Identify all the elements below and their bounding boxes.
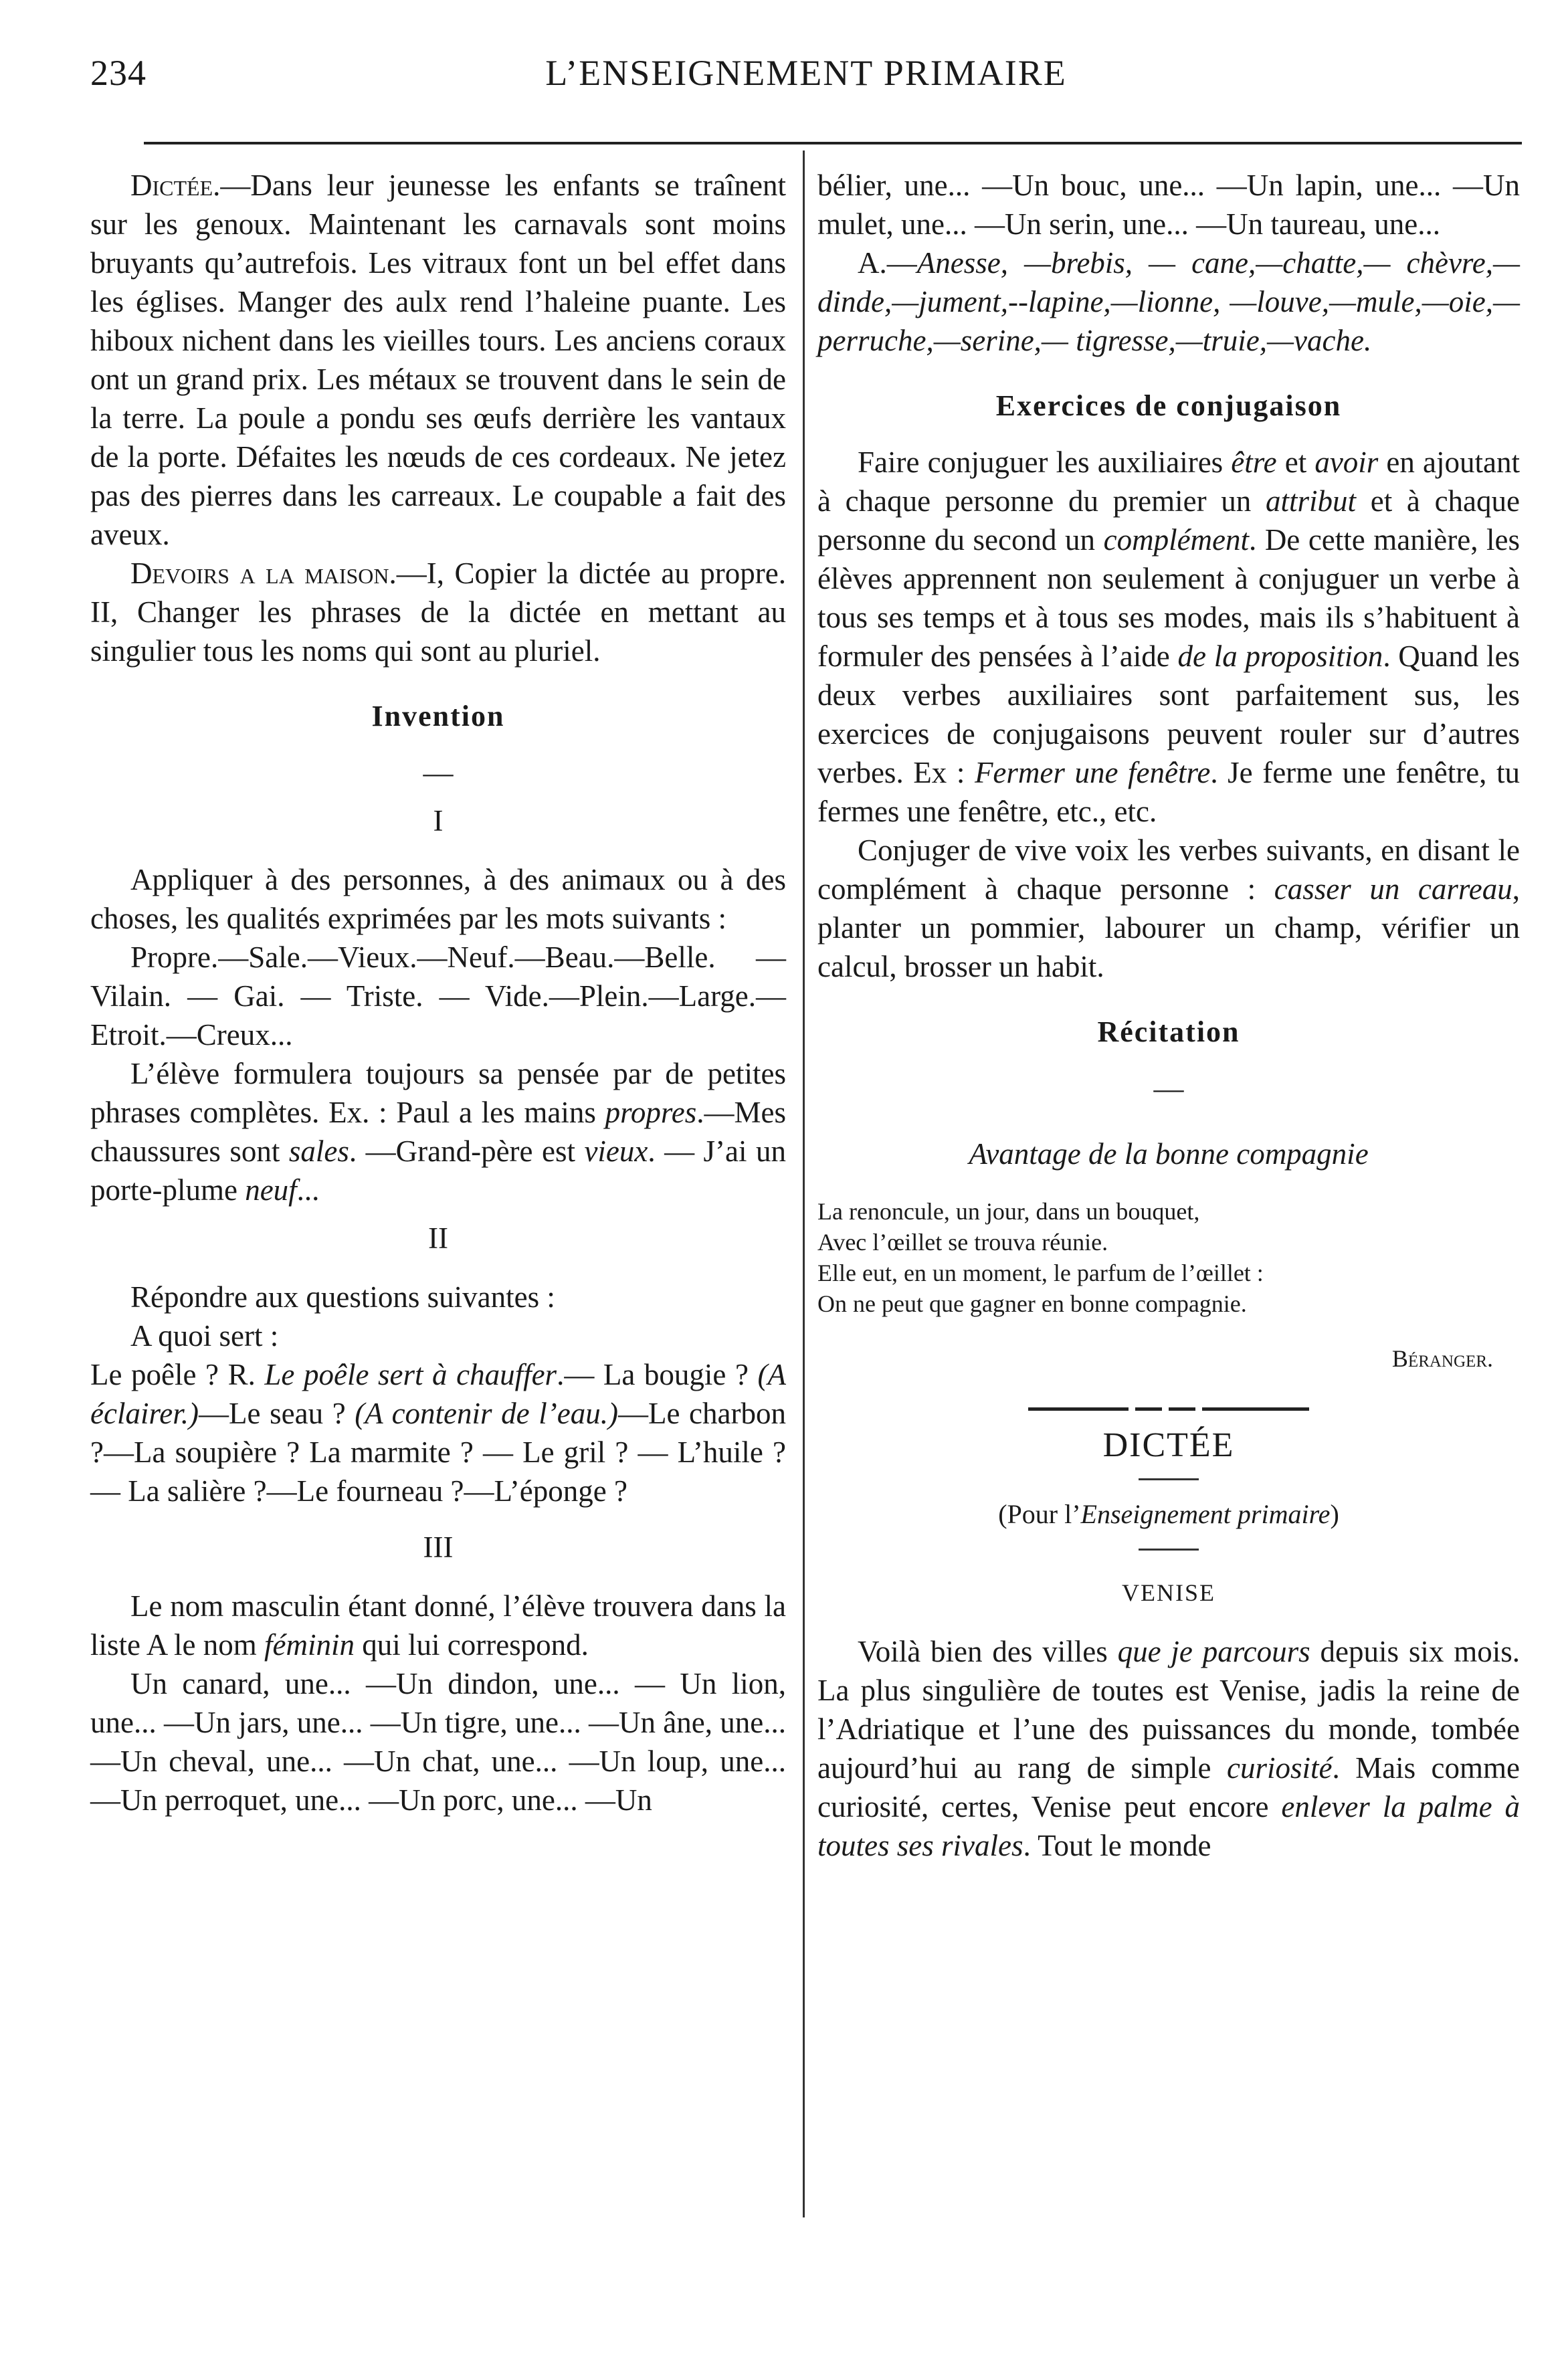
text-run: Le nom masculin étant donné, l’élève trouvera dans la liste A le nom	[90, 1589, 786, 1662]
italic-run: propres	[605, 1096, 697, 1129]
poem-line: Elle eut, en un moment, le parfum de l’œillet :	[817, 1260, 1264, 1286]
text-run: Conjuger de vive voix les verbes suivants, en disant le complément à chaque personne :	[817, 833, 1520, 906]
right-column	[817, 166, 1520, 1865]
ornament-divider	[1028, 1405, 1309, 1413]
text-run: qui lui correspond.	[355, 1628, 589, 1662]
text-run: . De cette manière, les élèves apprennent non seulement à conjuguer un verbe à tous ses temps et à tous ses modes, mais ils s’habituent à formuler des pensées à l’aide	[817, 523, 1520, 673]
exercise-2-instructions: Répondre aux questions suivantes :	[130, 1280, 555, 1314]
italic-run: curiosité	[1226, 1751, 1333, 1785]
italic-run: féminin	[264, 1628, 355, 1662]
venise-heading: VENISE	[1122, 1579, 1215, 1606]
text-run: . Quand les deux verbes auxiliaires sont parfaitement sus, les exercices de conjugaisons peuvent rouler sur d’autres verbes. Ex :	[817, 639, 1521, 789]
exercise-3-items: Un canard, une... —Un dindon, une... — Un lion, une... —Un jars, une... —Un tigre, une... —Un âne, une... —Un cheval, une... —Un chat, une... —Un loup, une... —Un perroquet, une... —Un porc, une... —Un	[90, 1667, 786, 1817]
conjugaison-paragraph-2	[817, 831, 1520, 986]
italic-run: Le poêle sert à chauffer	[264, 1358, 557, 1391]
devoirs-paragraph	[90, 554, 786, 670]
dictee-subtitle	[817, 1495, 1520, 1534]
italic-run: vieux	[584, 1134, 648, 1168]
dictee-label: Dictée.	[130, 169, 221, 202]
text-run: —Le charbon ?—La soupière ? La marmite ? — Le gril ? — L’huile ?— La salière ?—Le fourneau ?—L’éponge ?	[90, 1397, 786, 1508]
section-dash: —	[1153, 1072, 1184, 1105]
exercise-2-items	[90, 1355, 786, 1510]
exercise-2-question: A quoi sert :	[130, 1319, 279, 1353]
venise-paragraph	[817, 1632, 1520, 1865]
running-title: L’ENSEIGNEMENT PRIMAIRE	[545, 53, 1067, 93]
italic-run: (A contenir de l’eau.)	[355, 1397, 618, 1430]
short-rule	[1139, 1478, 1199, 1480]
exercise-1-instructions: Appliquer à des personnes, à des animaux ou à des choses, les qualités exprimées par les mots suivants :	[90, 863, 786, 935]
devoirs-label: Devoirs a la maison.	[130, 557, 397, 590]
text-run: . Mais comme curiosité, certes, Venise peut encore	[817, 1751, 1520, 1823]
italic-run: de la proposition	[1177, 639, 1383, 673]
text-run: , planter un pommier, labourer un champ, vérifier un calcul, brosser un habit.	[817, 872, 1520, 983]
italic-run: (A éclairer.)	[90, 1358, 786, 1430]
text-run: et	[1276, 445, 1315, 479]
poem	[817, 1196, 1520, 1319]
dictee-paragraph	[90, 166, 786, 554]
invention-heading: Invention	[371, 700, 505, 732]
text-run: Faire conjuguer les auxiliaires	[858, 445, 1232, 479]
text-run: . —Grand-père est	[349, 1134, 585, 1168]
left-column	[90, 166, 786, 1819]
page-number: 234	[90, 53, 147, 93]
text-run: .— La bougie ?	[557, 1358, 758, 1391]
text-run: Voilà bien des villes	[858, 1635, 1118, 1668]
page-header	[90, 52, 1522, 106]
text-run: . Tout le monde	[1023, 1829, 1211, 1862]
text-run: L’élève formulera toujours sa pensée par de petites phrases complètes. Ex. : Paul a les mains	[90, 1057, 786, 1129]
devoirs-text: —I, Copier la dictée au propre. II, Changer les phrases de la dictée en mettant au singulier tous les noms qui sont au pluriel.	[90, 557, 787, 668]
text-run: et à chaque personne du second un	[817, 484, 1520, 557]
conjugaison-paragraph-1	[817, 443, 1520, 831]
italic-run: neuf	[245, 1173, 297, 1207]
italic-run: enlever la palme à toutes ses rivales	[817, 1790, 1520, 1862]
roman-numeral-3: III	[423, 1530, 454, 1564]
text-run: depuis six mois. La plus singulière de toutes est Venise, jadis la reine de l’Adriatique et l’une des puissances du monde, tombée aujourd’hui au rang de simple	[817, 1635, 1520, 1785]
list-a-label: A.—	[858, 246, 917, 280]
italic-run: avoir	[1314, 445, 1379, 479]
short-rule	[1139, 1549, 1199, 1551]
words-list: Propre.—Sale.—Vieux.—Neuf.—Beau.—Belle. — Vilain. — Gai. — Triste. — Vide.—Plein.—Large.—Etroit.—Creux...	[90, 940, 786, 1052]
poem-line: On ne peut que gagner en bonne compagnie.	[817, 1290, 1247, 1317]
list-a-words: Anesse, —brebis, — cane,—chatte,— chèvre,—dinde,—jument,--lapine,—lionne, —louve,—mule,—oie,—perruche,—serine,— tigresse,—truie,—vache.	[817, 246, 1520, 357]
italic-run: attribut	[1265, 484, 1357, 518]
conjugaison-heading: Exercices de conjugaison	[995, 389, 1342, 422]
poem-author: Béranger.	[1391, 1345, 1493, 1372]
text-run: . Je ferme une fenêtre, tu fermes une fenêtre, etc., etc.	[817, 756, 1520, 828]
exercise-3-items-continued: bélier, une... —Un bouc, une... —Un lapin, une... —Un mulet, une... —Un serin, une... —Un taureau, une...	[817, 169, 1520, 241]
italic-run: sales	[288, 1134, 349, 1168]
poem-line: Avec l’œillet se trouva réunie.	[817, 1229, 1108, 1256]
italic-run: complément	[1103, 523, 1250, 557]
text-run: Le poêle ? R.	[90, 1358, 265, 1391]
italic-run: que je parcours	[1117, 1635, 1310, 1668]
poem-title: Avantage de la bonne compagnie	[969, 1137, 1369, 1171]
poem-line: La renoncule, un jour, dans un bouquet,	[817, 1198, 1200, 1225]
italic-run: casser un carreau	[1274, 872, 1512, 906]
text-run: )	[1330, 1499, 1339, 1529]
list-a	[817, 243, 1520, 360]
italic-run: être	[1231, 445, 1277, 479]
roman-numeral-2: II	[428, 1221, 448, 1255]
dictee-text: —Dans leur jeunesse les enfants se traînent sur les genoux. Maintenant les carnavals sont moins bruyants qu’autrefois. Les vitraux font un bel effet dans les églises. Manger des aulx rend l’haleine puante. Les hiboux nichent dans les vieilles tours. Les anciens coraux ont un grand prix. Les métaux se trouvent dans le sein de la terre. La poule a pondu ses œufs derrière les vantaux de la porte. Défaites les nœuds de ces cordeaux. Ne jetez pas des pierres dans les carreaux. Le coupable a fait des aveux.	[90, 169, 786, 551]
exercise-1-example	[90, 1054, 786, 1209]
text-run: en ajoutant à chaque personne du premier un	[817, 445, 1520, 518]
text-run: ...	[296, 1173, 320, 1207]
section-dash: —	[423, 756, 454, 789]
text-run: .—Mes chaussures sont	[90, 1096, 786, 1168]
column-divider	[803, 151, 805, 2217]
italic-run: Enseignement primaire	[1080, 1499, 1331, 1529]
italic-run: Fermer une fenêtre	[974, 756, 1211, 789]
text-run: . — J’ai un porte-plume	[90, 1134, 786, 1207]
text-run: —Le seau ?	[199, 1397, 355, 1430]
roman-numeral-1: I	[433, 804, 444, 837]
exercise-3-instructions	[90, 1587, 786, 1664]
recitation-heading: Récitation	[1097, 1015, 1240, 1048]
header-rule	[144, 142, 1522, 144]
text-run: (Pour l’	[998, 1499, 1081, 1529]
dictee-title: DICTÉE	[1102, 1426, 1235, 1464]
